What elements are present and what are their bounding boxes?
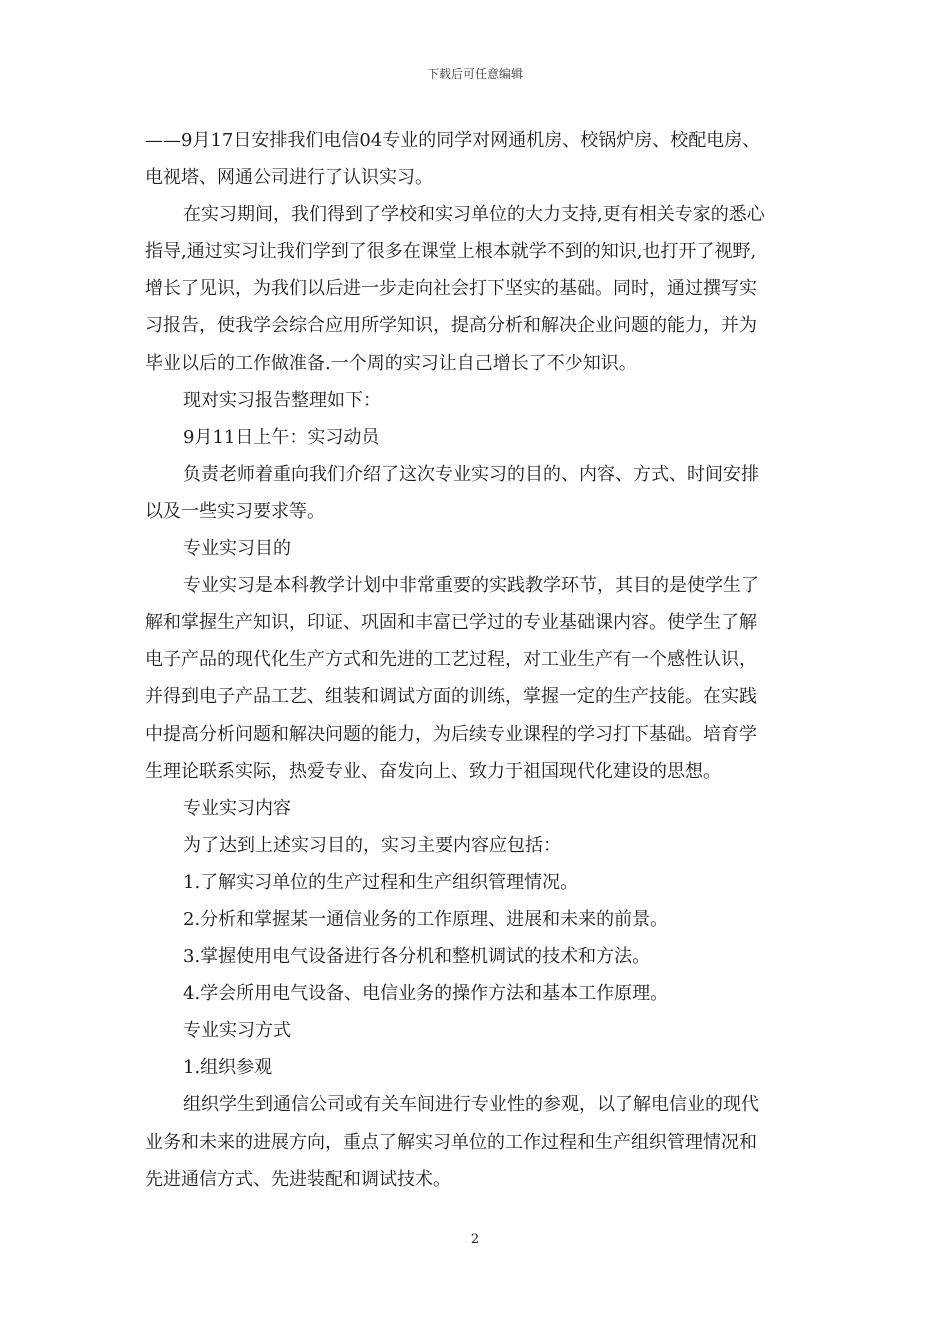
list-item: 4.学会所用电气设备、电信业务的操作方法和基本工作原理。 <box>183 983 669 1005</box>
text-line: 电视塔、网通公司进行了认识实习。 <box>145 167 433 189</box>
text-line: 先进通信方式、先进装配和调试技术。 <box>145 1168 451 1190</box>
text-line: 业务和未来的进展方向，重点了解实习单位的工作过程和生产组织管理情况和 <box>145 1131 757 1153</box>
text-line: 增长了见识，为我们以后进一步走向社会打下坚实的基础。同时，通过撰写实 <box>145 278 757 300</box>
text-line: 为了达到上述实习目的，实习主要内容应包括： <box>183 834 561 856</box>
text-line: 中提高分析问题和解决问题的能力，为后续专业课程的学习打下基础。培育学 <box>145 723 757 745</box>
text-line: ——9月17日安排我们电信04专业的同学对网通机房、校锅炉房、校配电房、 <box>145 130 761 151</box>
section-heading: 9月11日上午：实习动员 <box>183 426 380 448</box>
document-body <box>145 122 810 1198</box>
text-line: 并得到电子产品工艺、组装和调试方面的训练，掌握一定的生产技能。在实践 <box>145 686 757 708</box>
list-item: 1.组织参观 <box>183 1057 273 1079</box>
list-item: 3.掌握使用电气设备进行各分机和整机调试的技术和方法。 <box>183 946 651 968</box>
text-line: 生理论联系实际，热爱专业、奋发向上、致力于祖国现代化建设的思想。 <box>145 760 721 782</box>
text-line: 专业实习是本科教学计划中非常重要的实践教学环节，其目的是使学生了 <box>183 575 759 597</box>
page-number: 2 <box>470 1232 480 1247</box>
section-heading: 专业实习内容 <box>183 797 291 819</box>
text-line: 指导,通过实习让我们学到了很多在课堂上根本就学不到的知识,也打开了视野, <box>145 241 757 263</box>
text-line: 负责老师着重向我们介绍了这次专业实习的目的、内容、方式、时间安排 <box>183 463 759 485</box>
page-header: 下载后可任意编辑 <box>426 67 523 81</box>
text-line: 毕业以后的工作做准备.一个周的实习让自己增长了不少知识。 <box>145 352 637 374</box>
list-item: 1.了解实习单位的生产过程和生产组织管理情况。 <box>183 871 579 893</box>
text-line: 现对实习报告整理如下： <box>183 389 381 411</box>
text-line: 解和掌握生产知识，印证、巩固和丰富已学过的专业基础课内容。使学生了解 <box>145 612 757 634</box>
section-heading: 专业实习目的 <box>183 538 291 560</box>
list-item: 2.分析和掌握某一通信业务的工作原理、进展和未来的前景。 <box>183 908 669 930</box>
text-line: 习报告，使我学会综合应用所学知识，提高分析和解决企业问题的能力，并为 <box>145 315 757 337</box>
text-line: 电子产品的现代化生产方式和先进的工艺过程，对工业生产有一个感性认识， <box>145 649 757 671</box>
text-line: 以及一些实习要求等。 <box>145 500 325 522</box>
text-line: 在实习期间，我们得到了学校和实习单位的大力支持,更有相关专家的悉心 <box>183 204 765 226</box>
text-line: 组织学生到通信公司或有关车间进行专业性的参观，以了解电信业的现代 <box>183 1094 759 1116</box>
section-heading: 专业实习方式 <box>183 1020 291 1042</box>
